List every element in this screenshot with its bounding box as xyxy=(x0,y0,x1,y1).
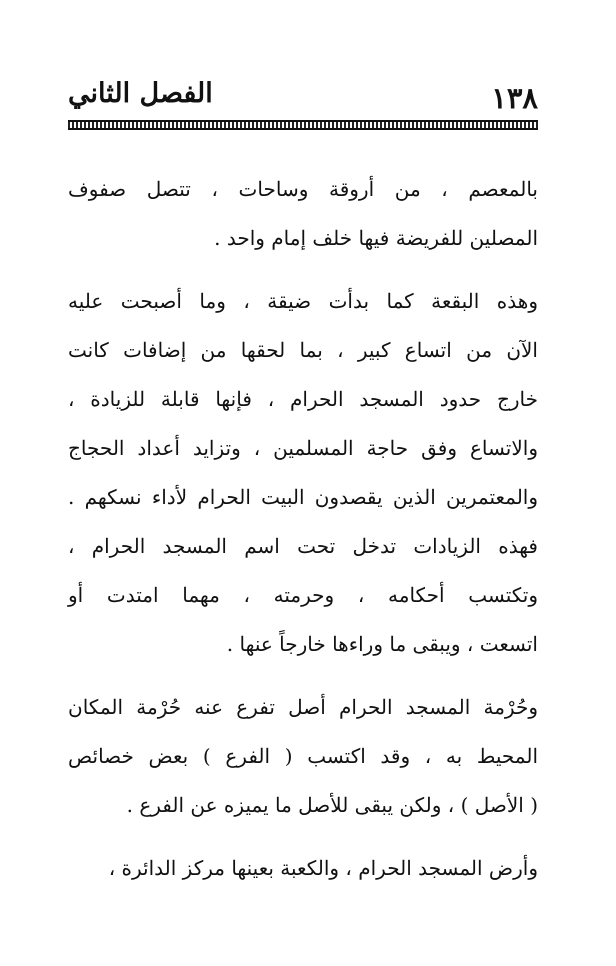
text-line: المحيط به ، وقد اكتسب ( الفرع ) بعض خصائص xyxy=(68,744,538,768)
text-line: وهذه البقعة كما بدأت ضيقة ، وما أصبحت عليه xyxy=(68,289,538,313)
paragraph-gap xyxy=(68,830,538,844)
text-line: والمعتمرين الذين يقصدون البيت الحرام لأداء نسكهم . xyxy=(68,485,538,509)
page-header xyxy=(68,78,538,120)
text-line: الآن من اتساع كبير ، بما لحقها من إضافات كانت xyxy=(68,338,538,362)
text-line: وتكتسب أحكامه ، وحرمته ، مهما امتدت أو xyxy=(68,583,538,607)
body-text xyxy=(68,165,538,893)
text-line: والاتساع وفق حاجة المسلمين ، وتزايد أعداد الحجاج xyxy=(68,436,538,460)
text-line: المصلين للفريضة فيها خلف إمام واحد . xyxy=(214,226,538,250)
text-line: بالمعصم ، من أروقة وساحات ، تتصل صفوف xyxy=(68,177,538,201)
header-rule xyxy=(68,120,538,130)
text-line: خارج حدود المسجد الحرام ، فإنها قابلة للزيادة ، xyxy=(68,387,538,411)
paragraph-gap xyxy=(68,263,538,277)
text-line: فهذه الزيادات تدخل تحت اسم المسجد الحرام ، xyxy=(68,534,538,558)
text-line: اتسعت ، ويبقى ما وراءها خارجاً عنها . xyxy=(226,632,538,656)
chapter-title: الفصل الثاني xyxy=(68,78,213,109)
paragraph-gap xyxy=(68,669,538,683)
text-line: وأرض المسجد الحرام ، والكعبة بعينها مركز الدائرة ، xyxy=(108,856,538,880)
page-number: ١٣٨ xyxy=(491,81,538,115)
text-line: ( الأصل ) ، ولكن يبقى للأصل ما يميزه عن الفرع . xyxy=(126,793,538,817)
text-line: وحُرْمة المسجد الحرام أصل تفرع عنه حُرْمة المكان xyxy=(68,695,538,719)
